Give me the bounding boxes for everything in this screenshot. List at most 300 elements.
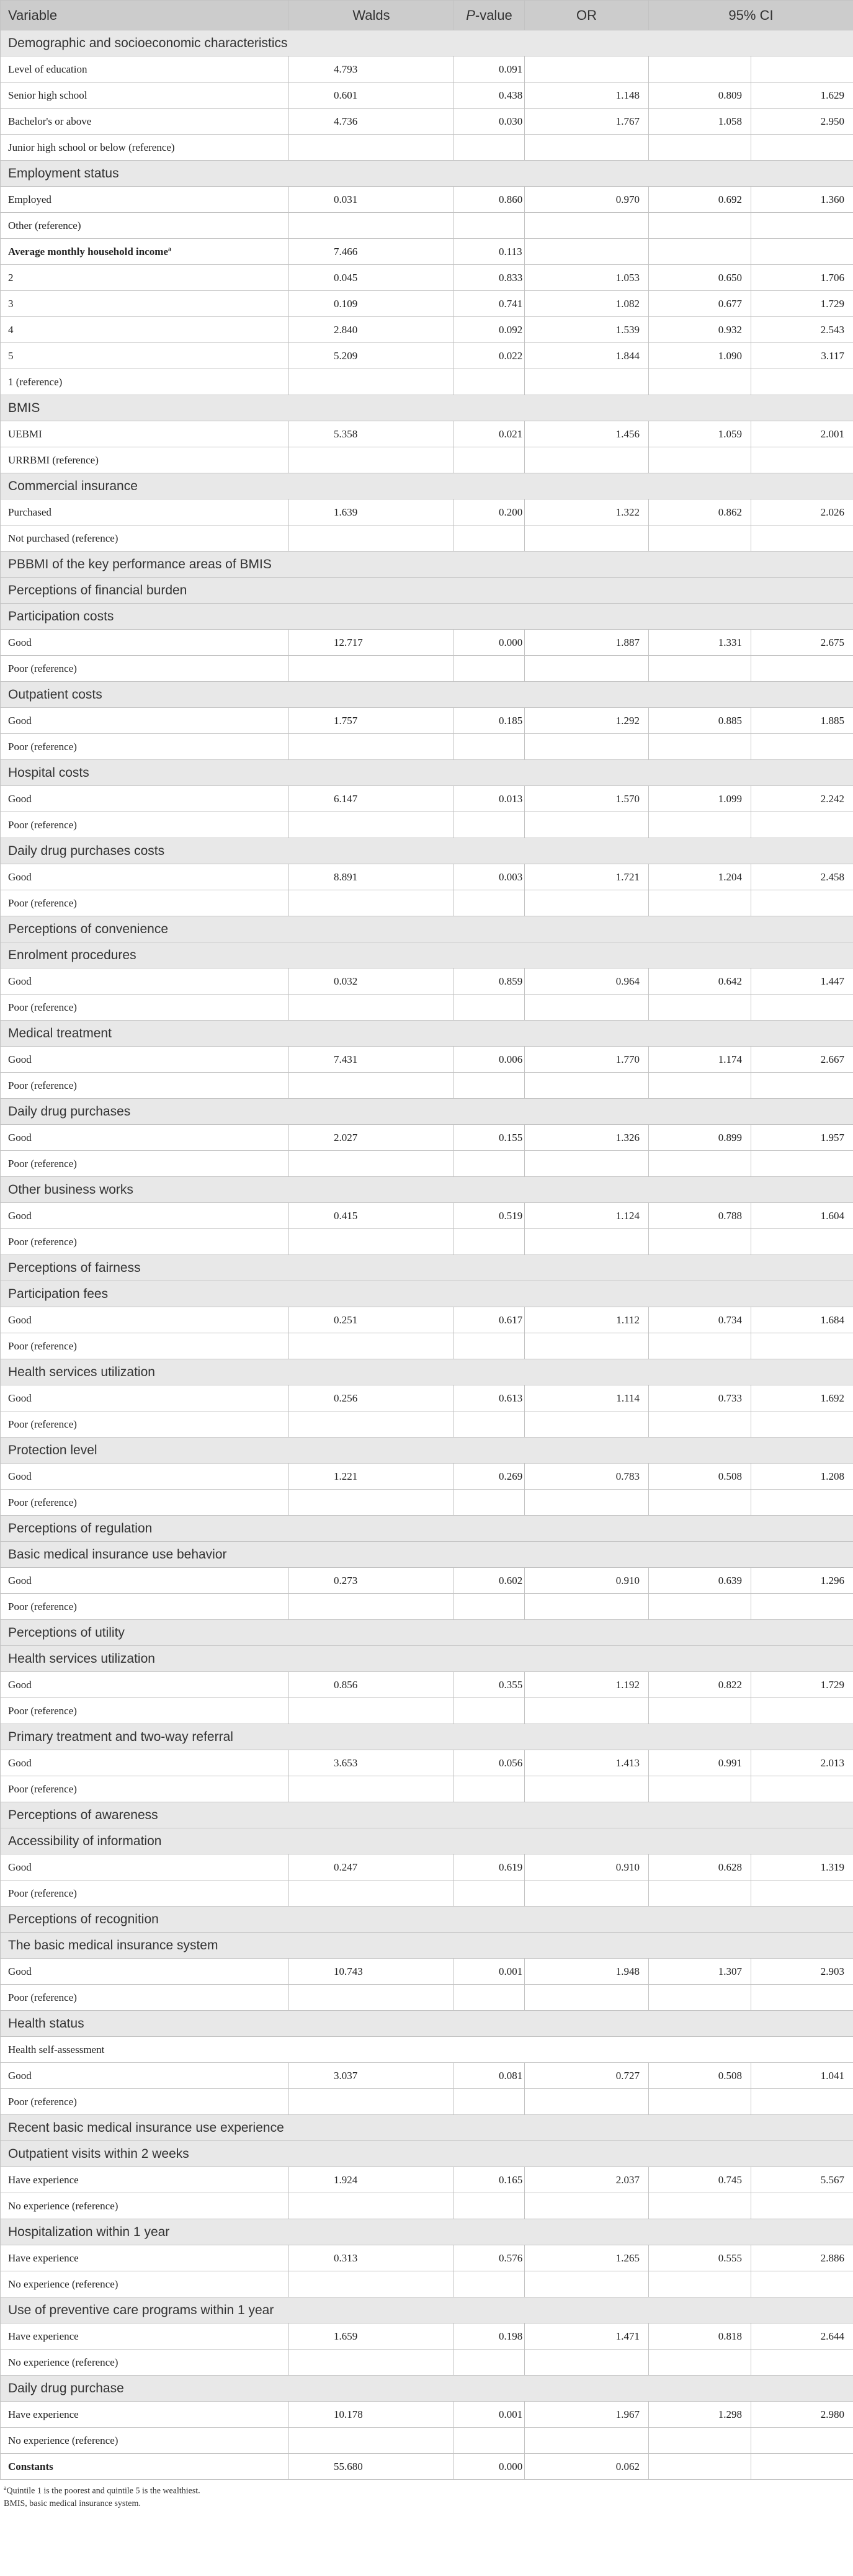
or-cell: 1.265 [525, 2245, 649, 2271]
or-cell [525, 239, 649, 265]
ci-upper-cell [751, 1698, 853, 1724]
section-row [1, 1281, 853, 1307]
ci-upper-cell: 5.567 [751, 2167, 853, 2193]
variable-label: Good [8, 1470, 32, 1482]
or-cell [525, 2350, 649, 2376]
ci-upper-cell: 1.319 [751, 1854, 853, 1881]
section-row [1, 1099, 853, 1125]
section-label: The basic medical insurance system [1, 1933, 853, 1959]
walds-cell [289, 213, 454, 239]
ci-upper-cell: 2.458 [751, 864, 853, 890]
walds-cell [289, 1776, 454, 1802]
walds-cell: 0.251 [289, 1307, 454, 1333]
p-value-cell [454, 1594, 525, 1620]
table-row [1, 1464, 853, 1490]
ci-lower-cell [649, 1073, 751, 1099]
variable-cell [1, 135, 289, 161]
ci-upper-cell: 3.117 [751, 343, 853, 369]
ci-lower-cell: 1.298 [649, 2402, 751, 2428]
variable-cell [1, 421, 289, 447]
header-p-suffix: -value [475, 7, 512, 23]
walds-cell: 0.109 [289, 291, 454, 317]
variable-cell [1, 1750, 289, 1776]
variable-label: Poor (reference) [8, 1496, 77, 1508]
section-label: Health status [1, 2011, 853, 2037]
section-row [1, 30, 853, 56]
walds-cell: 55.680 [289, 2454, 454, 2480]
p-value-cell: 0.003 [454, 864, 525, 890]
section-label: Health services utilization [1, 1646, 853, 1672]
walds-cell [289, 995, 454, 1021]
walds-cell [289, 1151, 454, 1177]
walds-cell: 0.601 [289, 83, 454, 109]
variable-label: Good [8, 2069, 32, 2082]
p-value-cell [454, 2271, 525, 2297]
section-label: Participation fees [1, 1281, 853, 1307]
table-row [1, 2167, 853, 2193]
variable-cell [1, 1698, 289, 1724]
ci-lower-cell [649, 1490, 751, 1516]
table-row [1, 1125, 853, 1151]
variable-cell [1, 1333, 289, 1359]
ci-lower-cell [649, 2428, 751, 2454]
or-cell: 1.767 [525, 109, 649, 135]
section-row [1, 2376, 853, 2402]
ci-upper-cell [751, 1881, 853, 1907]
variable-label: Not purchased (reference) [8, 532, 118, 544]
ci-lower-cell [649, 213, 751, 239]
variable-label: Poor (reference) [8, 1235, 77, 1248]
table-row [1, 447, 853, 473]
section-label: Commercial insurance [1, 473, 853, 499]
or-cell [525, 1985, 649, 2011]
variable-label: Poor (reference) [8, 2095, 77, 2108]
table-row [1, 968, 853, 995]
or-cell: 0.910 [525, 1854, 649, 1881]
section-row [1, 395, 853, 421]
p-value-cell: 0.030 [454, 109, 525, 135]
table-row [1, 135, 853, 161]
section-label: Use of preventive care programs within 1 year [1, 2297, 853, 2323]
variable-label: Good [8, 975, 32, 987]
p-value-cell: 0.617 [454, 1307, 525, 1333]
section-label: Daily drug purchases [1, 1099, 853, 1125]
p-value-cell: 0.576 [454, 2245, 525, 2271]
table-footnotes [0, 2480, 853, 2510]
variable-cell [1, 1203, 289, 1229]
ci-upper-cell: 2.644 [751, 2323, 853, 2350]
section-row [1, 1255, 853, 1281]
p-value-cell [454, 135, 525, 161]
ci-upper-cell: 1.729 [751, 291, 853, 317]
p-value-cell [454, 1881, 525, 1907]
variable-cell [1, 2167, 289, 2193]
or-cell [525, 1594, 649, 1620]
variable-cell [1, 1854, 289, 1881]
walds-cell: 10.743 [289, 1959, 454, 1985]
footnote-a [4, 2482, 853, 2498]
ci-lower-cell [649, 995, 751, 1021]
ci-upper-cell [751, 1594, 853, 1620]
subsection-row [1, 2037, 853, 2063]
walds-cell: 3.037 [289, 2063, 454, 2089]
p-value-cell: 0.000 [454, 630, 525, 656]
table-row [1, 1307, 853, 1333]
section-label: Outpatient costs [1, 682, 853, 708]
ci-upper-cell: 1.885 [751, 708, 853, 734]
variable-cell [1, 968, 289, 995]
or-cell [525, 1776, 649, 1802]
p-value-cell: 0.155 [454, 1125, 525, 1151]
walds-cell: 0.045 [289, 265, 454, 291]
p-value-cell [454, 1333, 525, 1359]
p-value-cell: 0.021 [454, 421, 525, 447]
table-row [1, 2089, 853, 2115]
variable-cell [1, 1881, 289, 1907]
variable-label: Bachelor's or above [8, 115, 92, 127]
ci-lower-cell: 0.628 [649, 1854, 751, 1881]
variable-cell [1, 187, 289, 213]
variable-label: No experience (reference) [8, 2199, 118, 2212]
or-cell [525, 1881, 649, 1907]
or-cell: 0.964 [525, 968, 649, 995]
variable-cell [1, 2350, 289, 2376]
ci-upper-cell: 2.886 [751, 2245, 853, 2271]
section-row [1, 1646, 853, 1672]
p-value-cell: 0.001 [454, 2402, 525, 2428]
walds-cell: 2.027 [289, 1125, 454, 1151]
ci-lower-cell [649, 1411, 751, 1438]
variable-label: Good [8, 1678, 32, 1691]
p-value-cell: 0.185 [454, 708, 525, 734]
variable-label: Good [8, 1209, 32, 1222]
or-cell: 1.053 [525, 265, 649, 291]
variable-label: Poor (reference) [8, 1001, 77, 1013]
ci-upper-cell [751, 2271, 853, 2297]
ci-lower-cell: 1.204 [649, 864, 751, 890]
section-row [1, 2011, 853, 2037]
or-cell: 1.948 [525, 1959, 649, 1985]
variable-label: Poor (reference) [8, 662, 77, 674]
or-cell: 1.844 [525, 343, 649, 369]
section-label: Health services utilization [1, 1359, 853, 1385]
variable-label: 2 [8, 271, 14, 284]
ci-upper-cell: 2.001 [751, 421, 853, 447]
ci-lower-cell [649, 1333, 751, 1359]
variable-cell [1, 1307, 289, 1333]
section-label: Perceptions of recognition [1, 1907, 853, 1933]
ci-lower-cell [649, 369, 751, 395]
p-value-cell: 0.519 [454, 1203, 525, 1229]
walds-cell: 1.221 [289, 1464, 454, 1490]
variable-label: Poor (reference) [8, 1782, 77, 1795]
table-row [1, 1854, 853, 1881]
ci-lower-cell [649, 2350, 751, 2376]
variable-cell [1, 1568, 289, 1594]
ci-upper-cell [751, 1073, 853, 1099]
ci-lower-cell: 0.650 [649, 265, 751, 291]
p-value-cell [454, 734, 525, 760]
ci-upper-cell: 1.692 [751, 1385, 853, 1411]
section-label: Enrolment procedures [1, 942, 853, 968]
ci-upper-cell [751, 1776, 853, 1802]
ci-upper-cell: 1.447 [751, 968, 853, 995]
p-value-cell [454, 213, 525, 239]
section-row [1, 1724, 853, 1750]
walds-cell [289, 1985, 454, 2011]
walds-cell: 0.256 [289, 1385, 454, 1411]
table-row [1, 2350, 853, 2376]
ci-upper-cell: 1.684 [751, 1307, 853, 1333]
walds-cell: 0.313 [289, 2245, 454, 2271]
variable-label: Poor (reference) [8, 1991, 77, 2003]
or-cell [525, 369, 649, 395]
walds-cell [289, 135, 454, 161]
ci-lower-cell [649, 1229, 751, 1255]
variable-cell [1, 812, 289, 838]
p-value-cell: 0.438 [454, 83, 525, 109]
section-label: Perceptions of convenience [1, 916, 853, 942]
walds-cell [289, 447, 454, 473]
section-label: Recent basic medical insurance use experience [1, 2115, 853, 2141]
ci-lower-cell: 1.059 [649, 421, 751, 447]
ci-lower-cell [649, 1881, 751, 1907]
ci-lower-cell [649, 447, 751, 473]
table-row [1, 786, 853, 812]
p-value-cell: 0.269 [454, 1464, 525, 1490]
p-value-cell: 0.613 [454, 1385, 525, 1411]
walds-cell: 0.032 [289, 968, 454, 995]
table-row [1, 2323, 853, 2350]
ci-upper-cell [751, 812, 853, 838]
ci-upper-cell: 2.903 [751, 1959, 853, 1985]
p-value-cell: 0.056 [454, 1750, 525, 1776]
table-row [1, 291, 853, 317]
table-row [1, 1568, 853, 1594]
variable-label: Good [8, 1053, 32, 1065]
variable-cell [1, 1490, 289, 1516]
section-row [1, 1359, 853, 1385]
subsection-label: Health self-assessment [1, 2037, 853, 2063]
walds-cell: 7.466 [289, 239, 454, 265]
p-value-cell [454, 812, 525, 838]
variable-label: Good [8, 714, 32, 727]
walds-cell: 0.247 [289, 1854, 454, 1881]
table-row [1, 83, 853, 109]
ci-lower-cell: 0.677 [649, 291, 751, 317]
variable-label: Senior high school [8, 89, 87, 101]
walds-cell [289, 1229, 454, 1255]
section-label: BMIS [1, 395, 853, 421]
walds-cell [289, 2089, 454, 2115]
variable-cell [1, 1385, 289, 1411]
table-row [1, 1073, 853, 1099]
variable-cell [1, 995, 289, 1021]
ci-lower-cell: 0.818 [649, 2323, 751, 2350]
variable-cell [1, 890, 289, 916]
header-walds: Walds [289, 1, 454, 30]
section-row [1, 552, 853, 578]
or-cell [525, 2428, 649, 2454]
or-cell [525, 1229, 649, 1255]
ci-upper-cell [751, 525, 853, 552]
variable-label: Average monthly household income [8, 245, 168, 257]
ci-lower-cell [649, 1594, 751, 1620]
or-cell [525, 525, 649, 552]
table-row [1, 421, 853, 447]
table-row [1, 1411, 853, 1438]
ci-upper-cell [751, 2193, 853, 2219]
ci-lower-cell: 1.174 [649, 1047, 751, 1073]
walds-cell: 1.639 [289, 499, 454, 525]
p-value-cell [454, 1776, 525, 1802]
section-label: Perceptions of financial burden [1, 578, 853, 604]
or-cell: 1.292 [525, 708, 649, 734]
variable-label: UEBMI [8, 427, 42, 440]
variable-cell [1, 1047, 289, 1073]
ci-upper-cell: 2.667 [751, 1047, 853, 1073]
section-row [1, 682, 853, 708]
table-row [1, 56, 853, 83]
p-value-cell [454, 1698, 525, 1724]
p-value-cell [454, 2089, 525, 2115]
ci-upper-cell: 2.980 [751, 2402, 853, 2428]
p-value-cell [454, 369, 525, 395]
section-row [1, 2219, 853, 2245]
walds-cell [289, 1411, 454, 1438]
table-row [1, 734, 853, 760]
section-label: Hospitalization within 1 year [1, 2219, 853, 2245]
table-row [1, 1985, 853, 2011]
p-value-cell: 0.619 [454, 1854, 525, 1881]
section-row [1, 942, 853, 968]
table-row [1, 525, 853, 552]
ci-upper-cell: 1.360 [751, 187, 853, 213]
ci-lower-cell [649, 1776, 751, 1802]
section-row [1, 2141, 853, 2167]
ci-lower-cell: 0.555 [649, 2245, 751, 2271]
or-cell: 0.727 [525, 2063, 649, 2089]
ci-lower-cell: 0.885 [649, 708, 751, 734]
p-value-cell: 0.198 [454, 2323, 525, 2350]
or-cell [525, 656, 649, 682]
ci-upper-cell [751, 1490, 853, 1516]
variable-label: 3 [8, 297, 14, 310]
section-row [1, 1907, 853, 1933]
variable-cell [1, 291, 289, 317]
ci-lower-cell: 0.862 [649, 499, 751, 525]
p-value-cell: 0.000 [454, 2454, 525, 2480]
walds-cell [289, 734, 454, 760]
p-value-cell: 0.006 [454, 1047, 525, 1073]
walds-cell [289, 890, 454, 916]
variable-cell [1, 2245, 289, 2271]
table-row [1, 265, 853, 291]
variable-cell [1, 2063, 289, 2089]
variable-cell [1, 447, 289, 473]
p-value-cell [454, 890, 525, 916]
variable-label: Poor (reference) [8, 1600, 77, 1612]
variable-cell [1, 1672, 289, 1698]
walds-cell: 1.659 [289, 2323, 454, 2350]
variable-label: Poor (reference) [8, 1157, 77, 1169]
or-cell: 1.887 [525, 630, 649, 656]
variable-label: Good [8, 792, 32, 805]
variable-cell [1, 265, 289, 291]
ci-upper-cell [751, 2350, 853, 2376]
ci-upper-cell [751, 1985, 853, 2011]
table-row [1, 2428, 853, 2454]
p-value-cell [454, 1985, 525, 2011]
walds-cell: 6.147 [289, 786, 454, 812]
ci-lower-cell [649, 656, 751, 682]
ci-upper-cell: 1.957 [751, 1125, 853, 1151]
ci-lower-cell: 0.734 [649, 1307, 751, 1333]
or-cell: 0.783 [525, 1464, 649, 1490]
or-cell: 1.539 [525, 317, 649, 343]
variable-label: Poor (reference) [8, 1339, 77, 1352]
walds-cell [289, 1594, 454, 1620]
walds-cell: 5.358 [289, 421, 454, 447]
variable-label: Junior high school or below (reference) [8, 141, 175, 153]
variable-cell [1, 708, 289, 734]
table-row [1, 109, 853, 135]
table-row [1, 708, 853, 734]
ci-upper-cell [751, 1333, 853, 1359]
section-row [1, 578, 853, 604]
variable-label: Good [8, 870, 32, 883]
p-value-cell [454, 656, 525, 682]
walds-cell: 0.273 [289, 1568, 454, 1594]
walds-cell [289, 1333, 454, 1359]
section-row [1, 1516, 853, 1542]
or-cell [525, 1151, 649, 1177]
variable-label: 5 [8, 349, 14, 362]
or-cell: 2.037 [525, 2167, 649, 2193]
ci-upper-cell: 1.041 [751, 2063, 853, 2089]
section-label: Primary treatment and two-way referral [1, 1724, 853, 1750]
table-row [1, 1333, 853, 1359]
ci-upper-cell: 2.543 [751, 317, 853, 343]
variable-cell [1, 734, 289, 760]
variable-cell [1, 2089, 289, 2115]
p-value-cell: 0.859 [454, 968, 525, 995]
ci-lower-cell: 1.058 [649, 109, 751, 135]
variable-cell [1, 1776, 289, 1802]
or-cell [525, 1411, 649, 1438]
or-cell [525, 995, 649, 1021]
variable-label: Poor (reference) [8, 818, 77, 831]
ci-lower-cell: 1.090 [649, 343, 751, 369]
ci-upper-cell [751, 2428, 853, 2454]
variable-label: Have experience [8, 2173, 79, 2186]
ci-lower-cell: 0.745 [649, 2167, 751, 2193]
walds-cell [289, 2271, 454, 2297]
ci-lower-cell: 0.822 [649, 1672, 751, 1698]
ci-upper-cell [751, 447, 853, 473]
ci-lower-cell [649, 1985, 751, 2011]
p-value-cell: 0.091 [454, 56, 525, 83]
or-cell [525, 135, 649, 161]
walds-cell [289, 1490, 454, 1516]
section-label: Accessibility of information [1, 1828, 853, 1854]
section-row [1, 1802, 853, 1828]
ci-upper-cell [751, 239, 853, 265]
section-label: Perceptions of awareness [1, 1802, 853, 1828]
variable-label: No experience (reference) [8, 2356, 118, 2368]
ci-upper-cell [751, 656, 853, 682]
ci-lower-cell: 0.692 [649, 187, 751, 213]
